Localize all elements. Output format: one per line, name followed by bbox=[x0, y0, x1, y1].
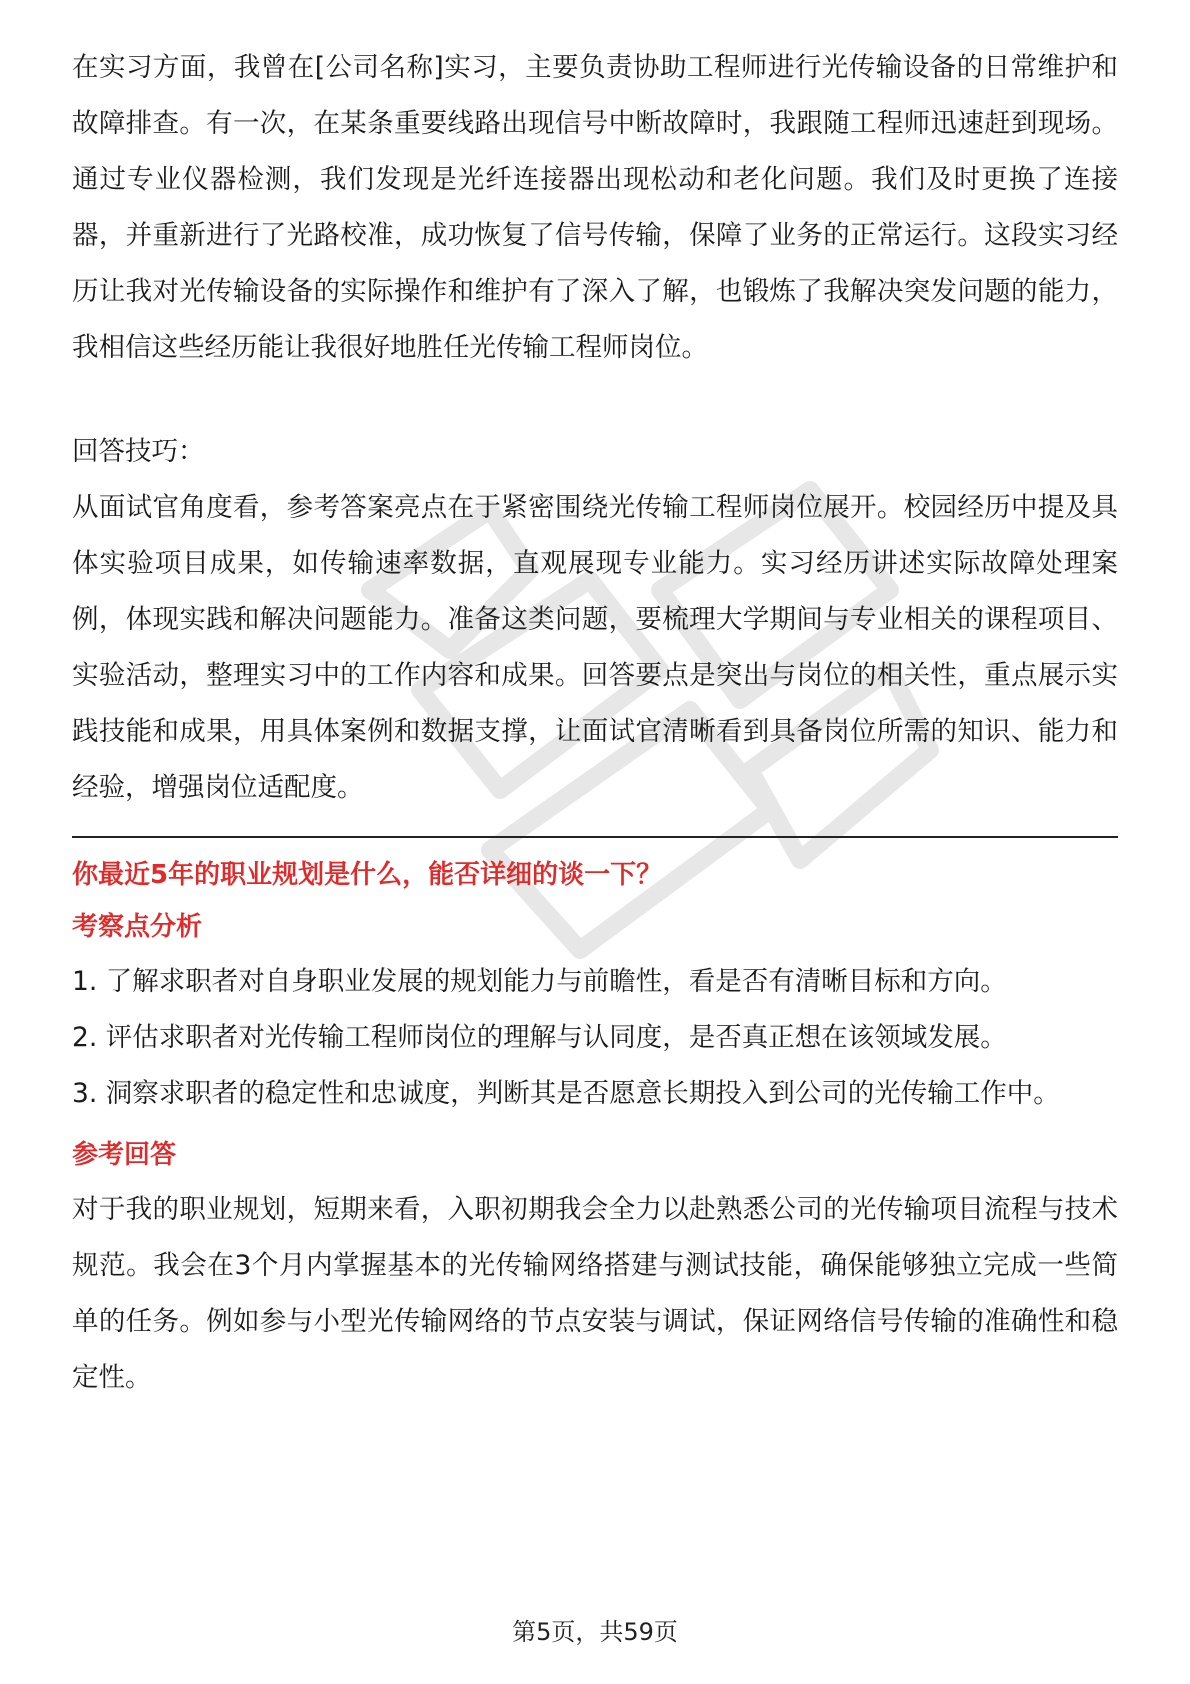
answer-heading: 参考回答 bbox=[72, 1140, 177, 1170]
analysis-heading: 考察点分析 bbox=[72, 912, 203, 942]
page-number: 第5页，共59页 bbox=[512, 1618, 678, 1646]
section-spacer bbox=[72, 376, 1118, 424]
list-item: 2. 评估求职者对光传输工程师岗位的理解与认同度，是否真正想在该领域发展。 bbox=[72, 1022, 1007, 1053]
tips-body: 从面试官角度看，参考答案亮点在于紧密围绕光传输工程师岗位展开。校园经历中提及具体实验项目成果，如传输速率数据，直观展现专业能力。实习经历讲述实际故障处理案例，体现实践和解决问题能力。准备这类问题，要梳理大学期间与专业相关的课程项目、实验活动，整理实习中的工作内容和成果。回答要点是突出与岗位的相关性，重点展示实践技能和成果，用具体案例和数据支撑，让面试官清晰看到具备岗位所需的知识、能力和经验，增强岗位适配度。 bbox=[72, 492, 1118, 803]
tips-title: 回答技巧： bbox=[72, 436, 205, 467]
analysis-list bbox=[72, 954, 1118, 1122]
main-content bbox=[72, 40, 1118, 1406]
answer-body: 对于我的职业规划，短期来看，入职初期我会全力以赴熟悉公司的光传输项目流程与技术规范。我会在3个月内掌握基本的光传输网络搭建与测试技能，确保能够独立完成一些简单的任务。例如参与小型光传输网络的节点安装与调试，保证网络信号传输的准确性和稳定性。 bbox=[72, 1194, 1118, 1393]
section-divider bbox=[72, 836, 1118, 838]
question-title: 你最近5年的职业规划是什么，能否详细的谈一下？ bbox=[72, 860, 663, 890]
list-item: 1. 了解求职者对自身职业发展的规划能力与前瞻性，看是否有清晰目标和方向。 bbox=[72, 966, 1007, 997]
internship-paragraph: 在实习方面，我曾在[公司名称]实习，主要负责协助工程师进行光传输设备的日常维护和故障排查。有一次，在某条重要线路出现信号中断故障时，我跟随工程师迅速赶到现场。通过专业仪器检测，我们发现是光纤连接器出现松动和老化问题。我们及时更换了连接器，并重新进行了光路校准，成功恢复了信号传输，保障了业务的正常运行。这段实习经历让我对光传输设备的实际操作和维护有了深入了解，也锻炼了我解决突发问题的能力，我相信这些经历能让我很好地胜任光传输工程师岗位。 bbox=[72, 52, 1118, 363]
list-item: 3. 洞察求职者的稳定性和忠诚度，判断其是否愿意长期投入到公司的光传输工作中。 bbox=[72, 1078, 1060, 1109]
